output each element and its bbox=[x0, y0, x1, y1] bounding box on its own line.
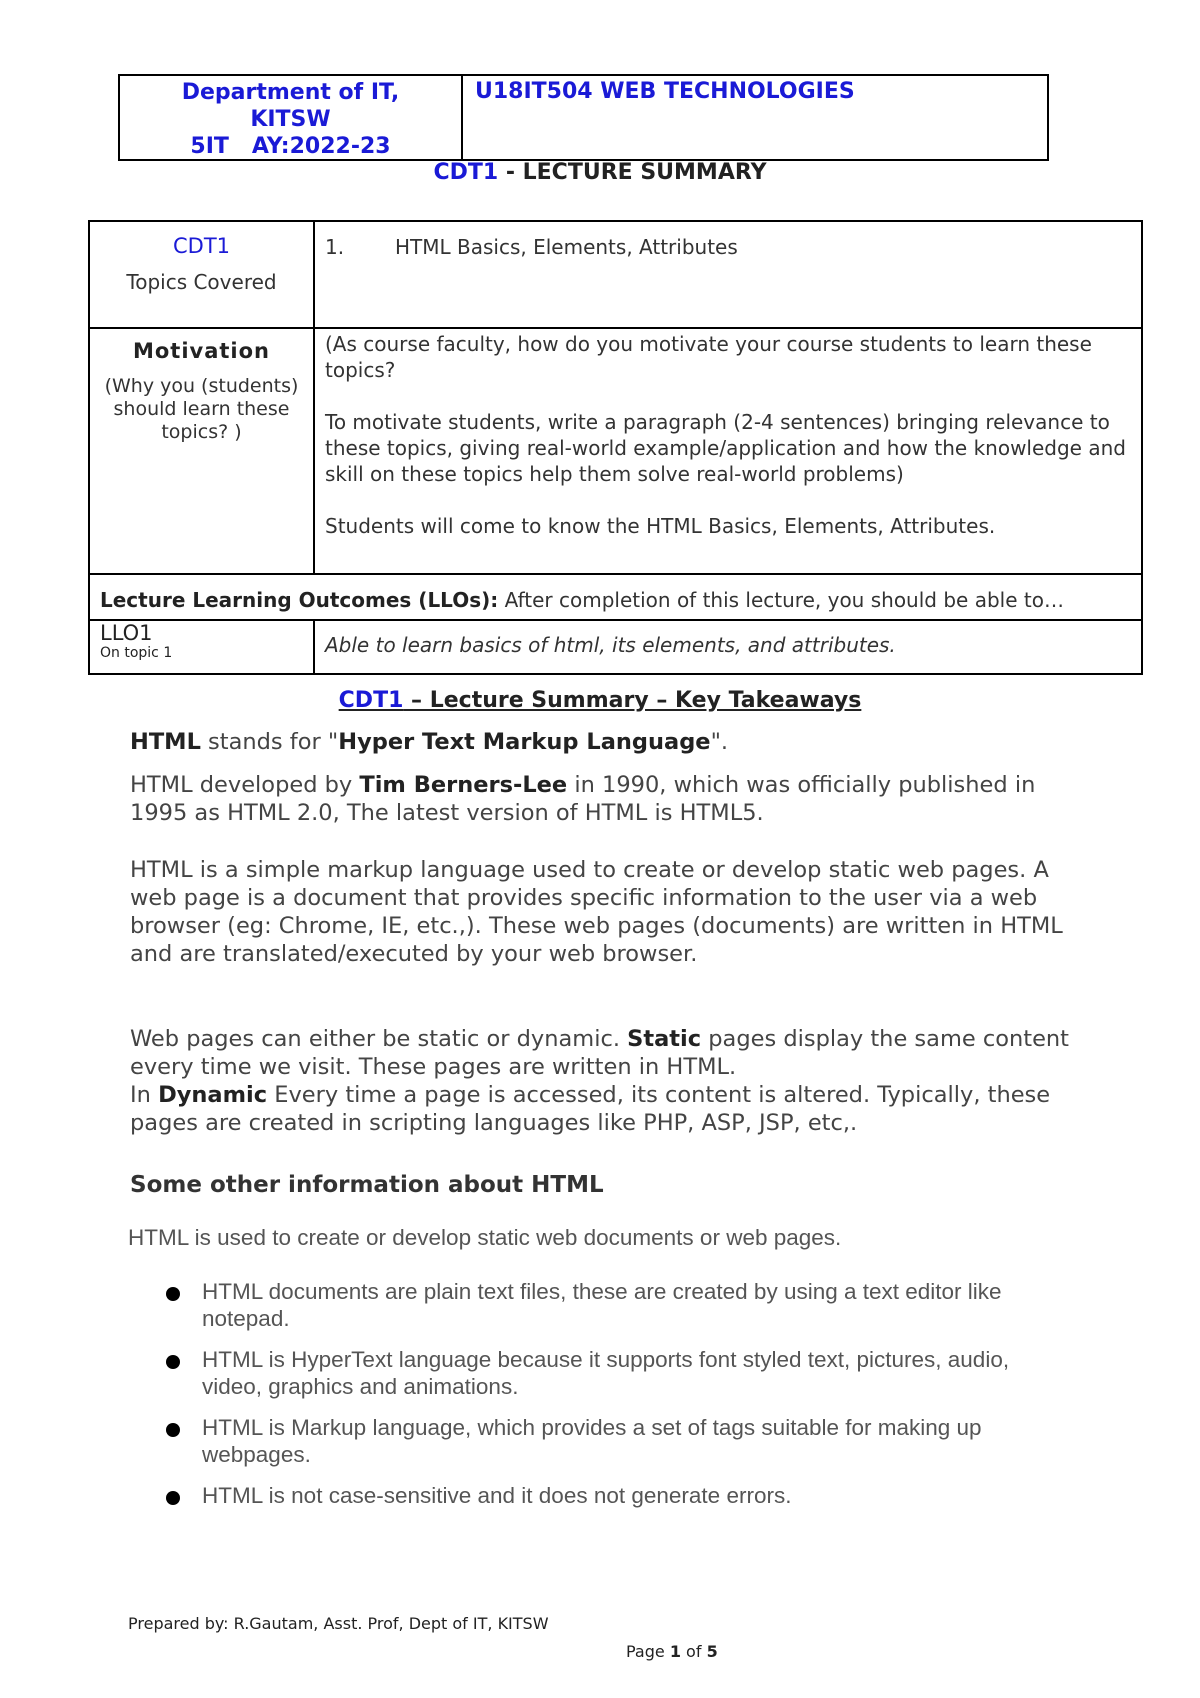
bullet-dot-icon bbox=[166, 1423, 180, 1437]
p2-text-c: in 1990, which was officially published in 1995 as HTML 2.0, The latest version of HTML is HTML5. bbox=[130, 772, 1036, 826]
takeaway-para-2 bbox=[130, 771, 1070, 827]
list-item bbox=[166, 1414, 1066, 1468]
motivation-para-1: (As course faculty, how do you motivate your course students to learn these topics? bbox=[325, 332, 1092, 382]
p5-text-c: Every time a page is accessed, its content is altered. Typically, these pages are created in scripting languages like PHP, ASP, JSP, etc,. bbox=[130, 1082, 1051, 1136]
department-cell bbox=[120, 76, 463, 159]
course-cell: U18IT504 WEB TECHNOLOGIES bbox=[475, 79, 855, 104]
llo-row bbox=[89, 620, 1142, 674]
cdt-label: CDT1 bbox=[172, 234, 231, 258]
list-item-text: HTML is HyperText language because it supports font styled text, pictures, audio, video, graphics and animations. bbox=[202, 1347, 1010, 1399]
llo-label: LLO1 bbox=[100, 621, 153, 645]
llo-text-cell: Able to learn basics of html, its elements, and attributes. bbox=[314, 620, 1142, 674]
page-total: 5 bbox=[706, 1642, 718, 1661]
motivation-label-cell bbox=[89, 328, 314, 574]
lecture-table bbox=[88, 220, 1143, 675]
llo-heading: Lecture Learning Outcomes (LLOs): bbox=[100, 588, 499, 612]
cdt-cell bbox=[89, 221, 314, 328]
p1-bold-html: HTML bbox=[130, 729, 201, 755]
dept-line-1: Department of IT, bbox=[181, 80, 400, 105]
topic-number: 1. bbox=[325, 235, 345, 259]
motivation-row bbox=[89, 328, 1142, 574]
p4-bold-static: Static bbox=[627, 1026, 702, 1052]
p1-end: ". bbox=[710, 729, 729, 755]
p2-text-a: HTML developed by bbox=[130, 772, 360, 798]
motivation-subtext: (Why you (students) should learn these topics? ) bbox=[104, 375, 299, 443]
p1-bold-expansion: Hyper Text Markup Language bbox=[338, 729, 711, 755]
takeaway-para-3: HTML is a simple markup language used to create or develop static web pages. A web page is a document that provides specific information to the user via a web browser (eg: Chrome, IE, etc.,). These web pages (documents) are written in HTML and are translated/executed by your web browser. bbox=[130, 857, 1063, 967]
bullet-dot-icon bbox=[166, 1287, 180, 1301]
p4-text-c: pages display the same content every time we visit. These pages are written in HTML. bbox=[130, 1026, 1070, 1080]
prepared-by: Prepared by: R.Gautam, Asst. Prof, Dept of IT, KITSW bbox=[128, 1614, 549, 1633]
llo-label-sub: On topic 1 bbox=[100, 645, 173, 661]
other-info-list bbox=[166, 1278, 1066, 1523]
topic-text: HTML Basics, Elements, Attributes bbox=[395, 235, 738, 259]
llo-heading-rest: After completion of this lecture, you should be able to… bbox=[498, 588, 1064, 612]
takeaway-para-1 bbox=[130, 728, 1070, 756]
list-item-text: HTML is not case-sensitive and it does not generate errors. bbox=[202, 1483, 792, 1508]
topics-row bbox=[89, 221, 1142, 328]
page-current: 1 bbox=[669, 1642, 681, 1661]
list-item-text: HTML documents are plain text files, these are created by using a text editor like notepad. bbox=[202, 1279, 1002, 1331]
takeaway-para-4 bbox=[130, 1025, 1070, 1137]
p2-bold-name: Tim Berners-Lee bbox=[359, 772, 568, 798]
title-cdt: CDT1 bbox=[433, 160, 499, 185]
other-info-heading: Some other information about HTML bbox=[130, 1172, 604, 1198]
llo-heading-row bbox=[89, 574, 1142, 620]
bullet-dot-icon bbox=[166, 1491, 180, 1505]
p1-text: stands for " bbox=[200, 729, 339, 755]
p5-bold-dynamic: Dynamic bbox=[158, 1082, 268, 1108]
takeaways-title bbox=[0, 688, 1200, 713]
other-info-intro: HTML is used to create or develop static web documents or web pages. bbox=[128, 1225, 842, 1250]
page-of: of bbox=[680, 1642, 707, 1661]
dept-line-2: KITSW bbox=[250, 107, 331, 132]
motivation-content-cell bbox=[314, 328, 1142, 574]
header-box bbox=[118, 74, 1049, 161]
takeaways-title-rest: – Lecture Summary – Key Takeaways bbox=[403, 688, 862, 713]
list-item bbox=[166, 1346, 1066, 1400]
motivation-para-2: To motivate students, write a paragraph (2-4 sentences) bringing relevance to these topics, giving real-world example/application and how the knowledge and skill on these topics help them solve real-world problems) bbox=[325, 410, 1126, 486]
list-item bbox=[166, 1278, 1066, 1332]
p4-text-a: Web pages can either be static or dynamic. bbox=[130, 1026, 628, 1052]
dept-line-3: 5IT AY:2022-23 bbox=[190, 134, 391, 159]
bullet-dot-icon bbox=[166, 1355, 180, 1369]
motivation-para-3: Students will come to know the HTML Basics, Elements, Attributes. bbox=[325, 514, 996, 538]
title-rest: - LECTURE SUMMARY bbox=[498, 160, 767, 185]
page-label: Page bbox=[626, 1642, 670, 1661]
topics-cell bbox=[314, 221, 1142, 328]
p5-text-a: In bbox=[130, 1082, 159, 1108]
list-item bbox=[166, 1482, 1066, 1509]
llo-heading-cell bbox=[89, 574, 1142, 620]
llo-label-cell bbox=[89, 620, 314, 674]
page-number bbox=[626, 1642, 718, 1661]
topics-covered-label: Topics Covered bbox=[126, 270, 277, 294]
takeaways-title-cdt: CDT1 bbox=[338, 688, 404, 713]
motivation-heading: Motivation bbox=[132, 339, 271, 363]
list-item-text: HTML is Markup language, which provides a set of tags suitable for making up webpages. bbox=[202, 1415, 982, 1467]
page-title bbox=[0, 160, 1200, 185]
